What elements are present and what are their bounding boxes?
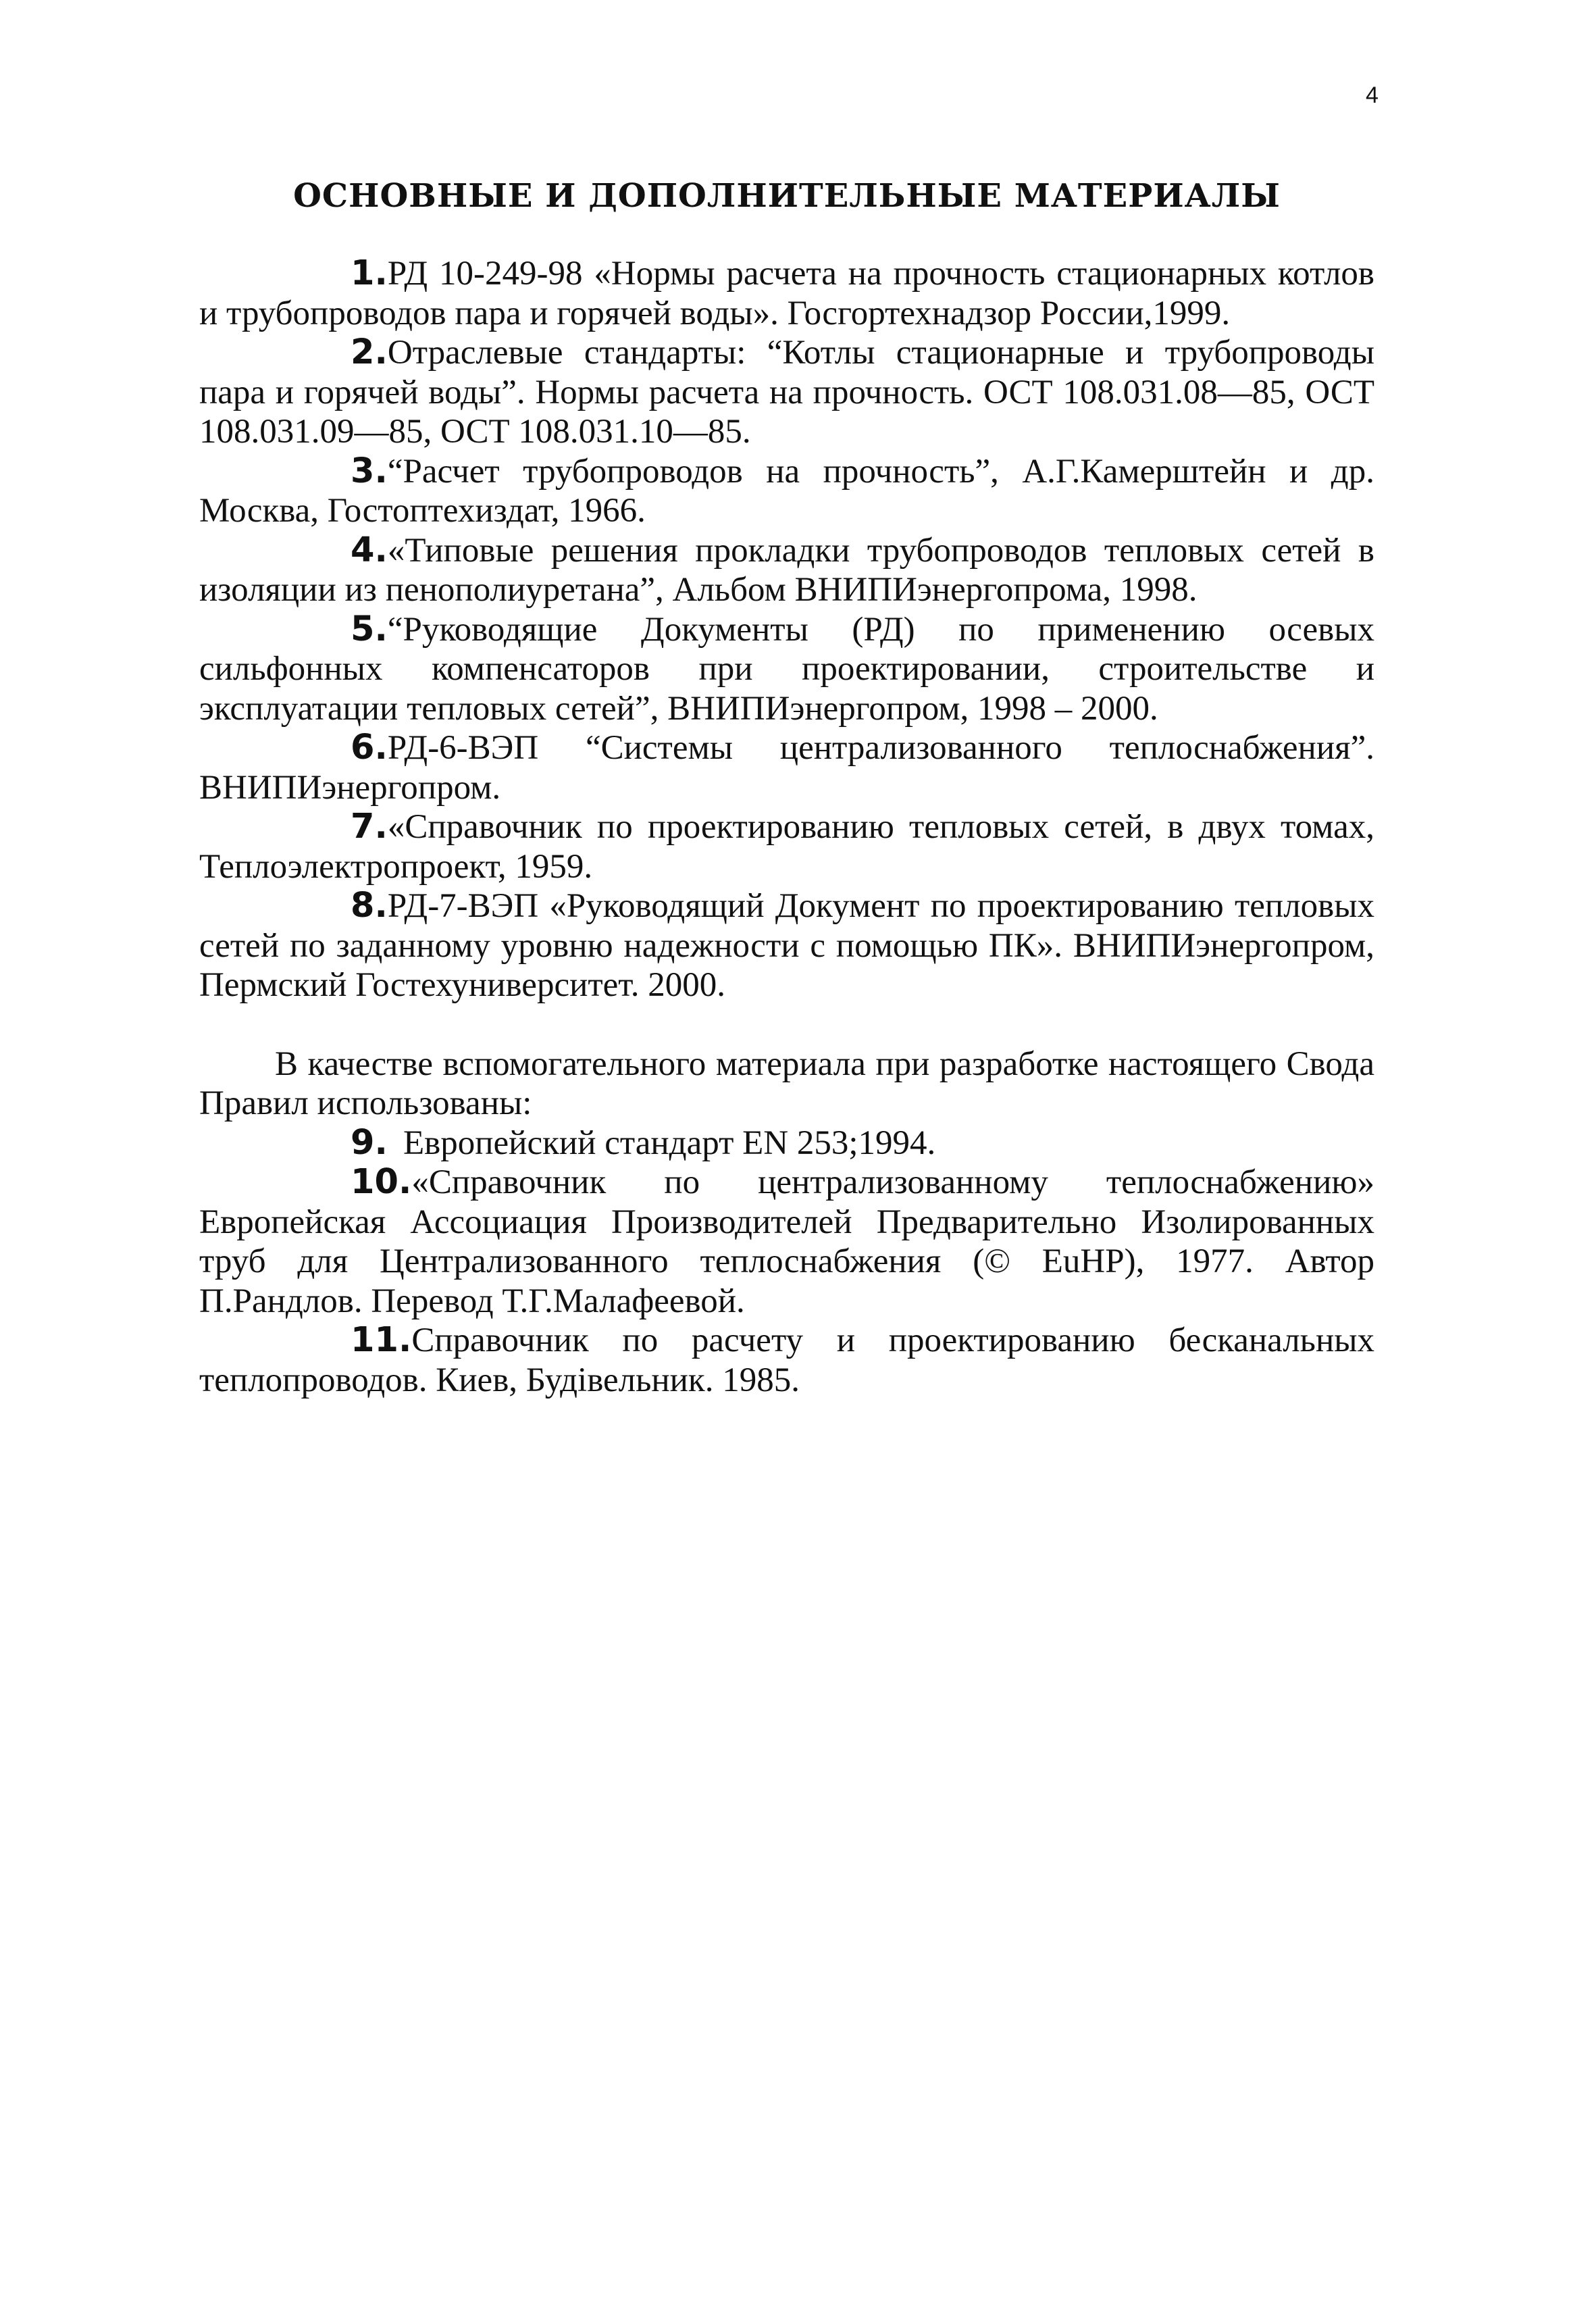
reference-number: 10. [351, 1162, 412, 1202]
page-title: ОСНОВНЫЕ И ДОПОЛНИТЕЛЬНЫЕ МАТЕРИАЛЫ [293, 177, 1281, 215]
reference-number: 9. [351, 1122, 388, 1163]
reference-item [199, 728, 1374, 807]
reference-text: РД-6-ВЭП “Системы централизованного теплоснабжения”. ВНИПИэнергопром. [199, 729, 1374, 807]
reference-number: 3. [351, 451, 388, 491]
reference-text: Европейский стандарт EN 253;1994. [403, 1124, 936, 1162]
reference-item [199, 1124, 1374, 1163]
reference-item [199, 886, 1374, 1005]
reference-item [199, 452, 1374, 531]
reference-text: “Расчет трубопроводов на прочность”, А.Г.Камерштейн и др. Москва, Гостоптехиздат, 1966. [199, 452, 1374, 530]
reference-item [199, 333, 1374, 452]
reference-number: 6. [351, 728, 388, 768]
reference-text: Отраслевые стандарты: “Котлы стационарные и трубопроводы пара и горячей воды”. Нормы расчета на прочность. ОСТ 108.031.08—85, ОСТ 108.031.09—85, ОСТ 108.031.10—85. [199, 334, 1374, 451]
reference-item [199, 1321, 1374, 1400]
reference-text: «Справочник по проектированию тепловых сетей, в двух томах, Теплоэлектропроект, 1959. [199, 808, 1374, 886]
reference-text: «Типовые решения прокладки трубопроводов тепловых сетей в изоляции из пенополиуретана”, Альбом ВНИПИэнергопрома, 1998. [199, 531, 1374, 609]
reference-text: “Руководящие Документы (РД) по применению осевых сильфонных компенсаторов при проектировании, строительстве и эксплуатации тепловых сетей”, ВНИПИэнергопром, 1998 – 2000. [199, 610, 1374, 728]
page-number: 4 [1366, 82, 1379, 108]
reference-item [199, 1163, 1374, 1321]
reference-number: 11. [351, 1320, 412, 1360]
reference-text: РД 10-249-98 «Нормы расчета на прочность стационарных котлов и трубопроводов пара и горячей воды». Госгортехнадзор России,1999. [199, 255, 1374, 332]
reference-number: 8. [351, 886, 388, 926]
reference-item [199, 610, 1374, 729]
reference-number: 1. [351, 253, 388, 293]
references-list [199, 254, 1374, 1005]
reference-number: 5. [351, 609, 388, 649]
reference-item [199, 531, 1374, 610]
reference-text: Справочник по расчету и проектированию бесканальных теплопроводов. Киев, Будівельник. 1985. [199, 1322, 1374, 1399]
document-body [199, 254, 1374, 1400]
reference-item [199, 807, 1374, 886]
reference-number: 2. [351, 332, 388, 372]
reference-text: РД-7-ВЭП «Руководящий Документ по проектированию тепловых сетей по заданному уровню надежности с помощью ПК». ВНИПИэнергопром, Пермский Гостехуниверситет. 2000. [199, 887, 1374, 1004]
reference-item [199, 254, 1374, 333]
reference-number: 7. [351, 807, 388, 847]
reference-number: 4. [351, 530, 388, 570]
auxiliary-references-list [199, 1124, 1374, 1401]
reference-text: «Справочник по централизованному теплоснабжению» Европейская Ассоциация Производителей Предварительно Изолированных труб для Централизованного теплоснабжения (© EuHP), 1977. Автор П.Рандлов. Перевод Т.Г.Малафеевой. [199, 1163, 1374, 1320]
auxiliary-note: В качестве вспомогательного материала при разработке настоящего Свода Правил использованы: [199, 1045, 1374, 1122]
